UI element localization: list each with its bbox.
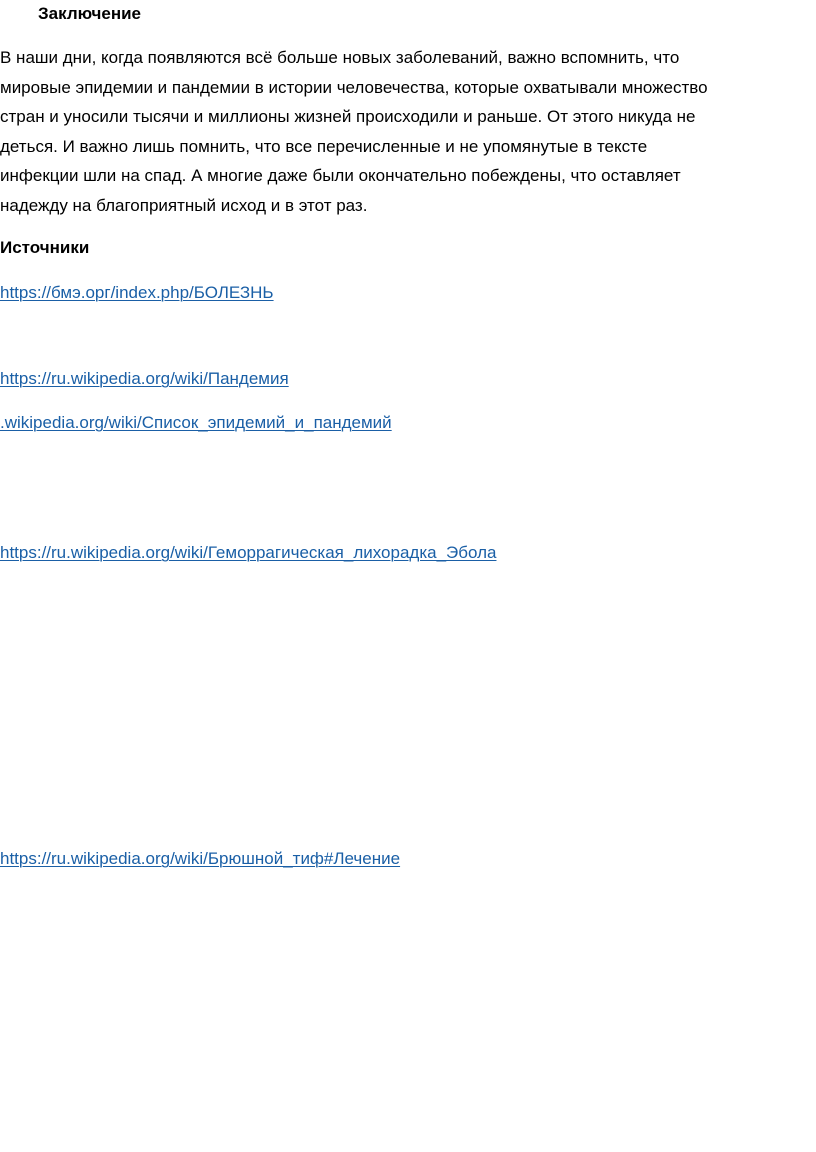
paragraph-line: мировые эпидемии и пандемии в истории человечества, которые охватывали множество (0, 77, 708, 97)
paragraph-line: деться. И важно лишь помнить, что все перечисленные и не упомянутые в тексте (0, 136, 648, 156)
paragraph-line: стран и уносили тысячи и миллионы жизней происходили и раньше. От этого никуда не (0, 107, 696, 126)
source-link-pandemiya[interactable]: https://ru.wikipedia.org/wiki/Пандемия (0, 369, 289, 388)
source-link-bolezn[interactable]: https://бмэ.орг/index.php/БОЛЕЗНЬ (0, 283, 274, 302)
sources-heading: Источники (0, 238, 90, 257)
paragraph-line: В наши дни, когда появляются всё больше новых заболеваний, важно вспомнить, что (0, 48, 680, 67)
conclusion-heading: Заключение (38, 4, 141, 23)
paragraph-line: надежду на благоприятный исход и в этот раз. (0, 195, 368, 215)
conclusion-paragraph (0, 43, 812, 220)
source-link-spisok-epidemiy[interactable]: .wikipedia.org/wiki/Список_эпидемий_и_пандемий (0, 413, 392, 432)
source-link-bryushnoy-tif[interactable]: https://ru.wikipedia.org/wiki/Брюшной_тиф#Лечение (0, 849, 401, 868)
paragraph-line: инфекции шли на спад. А многие даже были окончательно побеждены, что оставляет (0, 166, 681, 185)
source-link-ebola[interactable]: https://ru.wikipedia.org/wiki/Геморрагическая_лихорадка_Эбола (0, 543, 497, 562)
